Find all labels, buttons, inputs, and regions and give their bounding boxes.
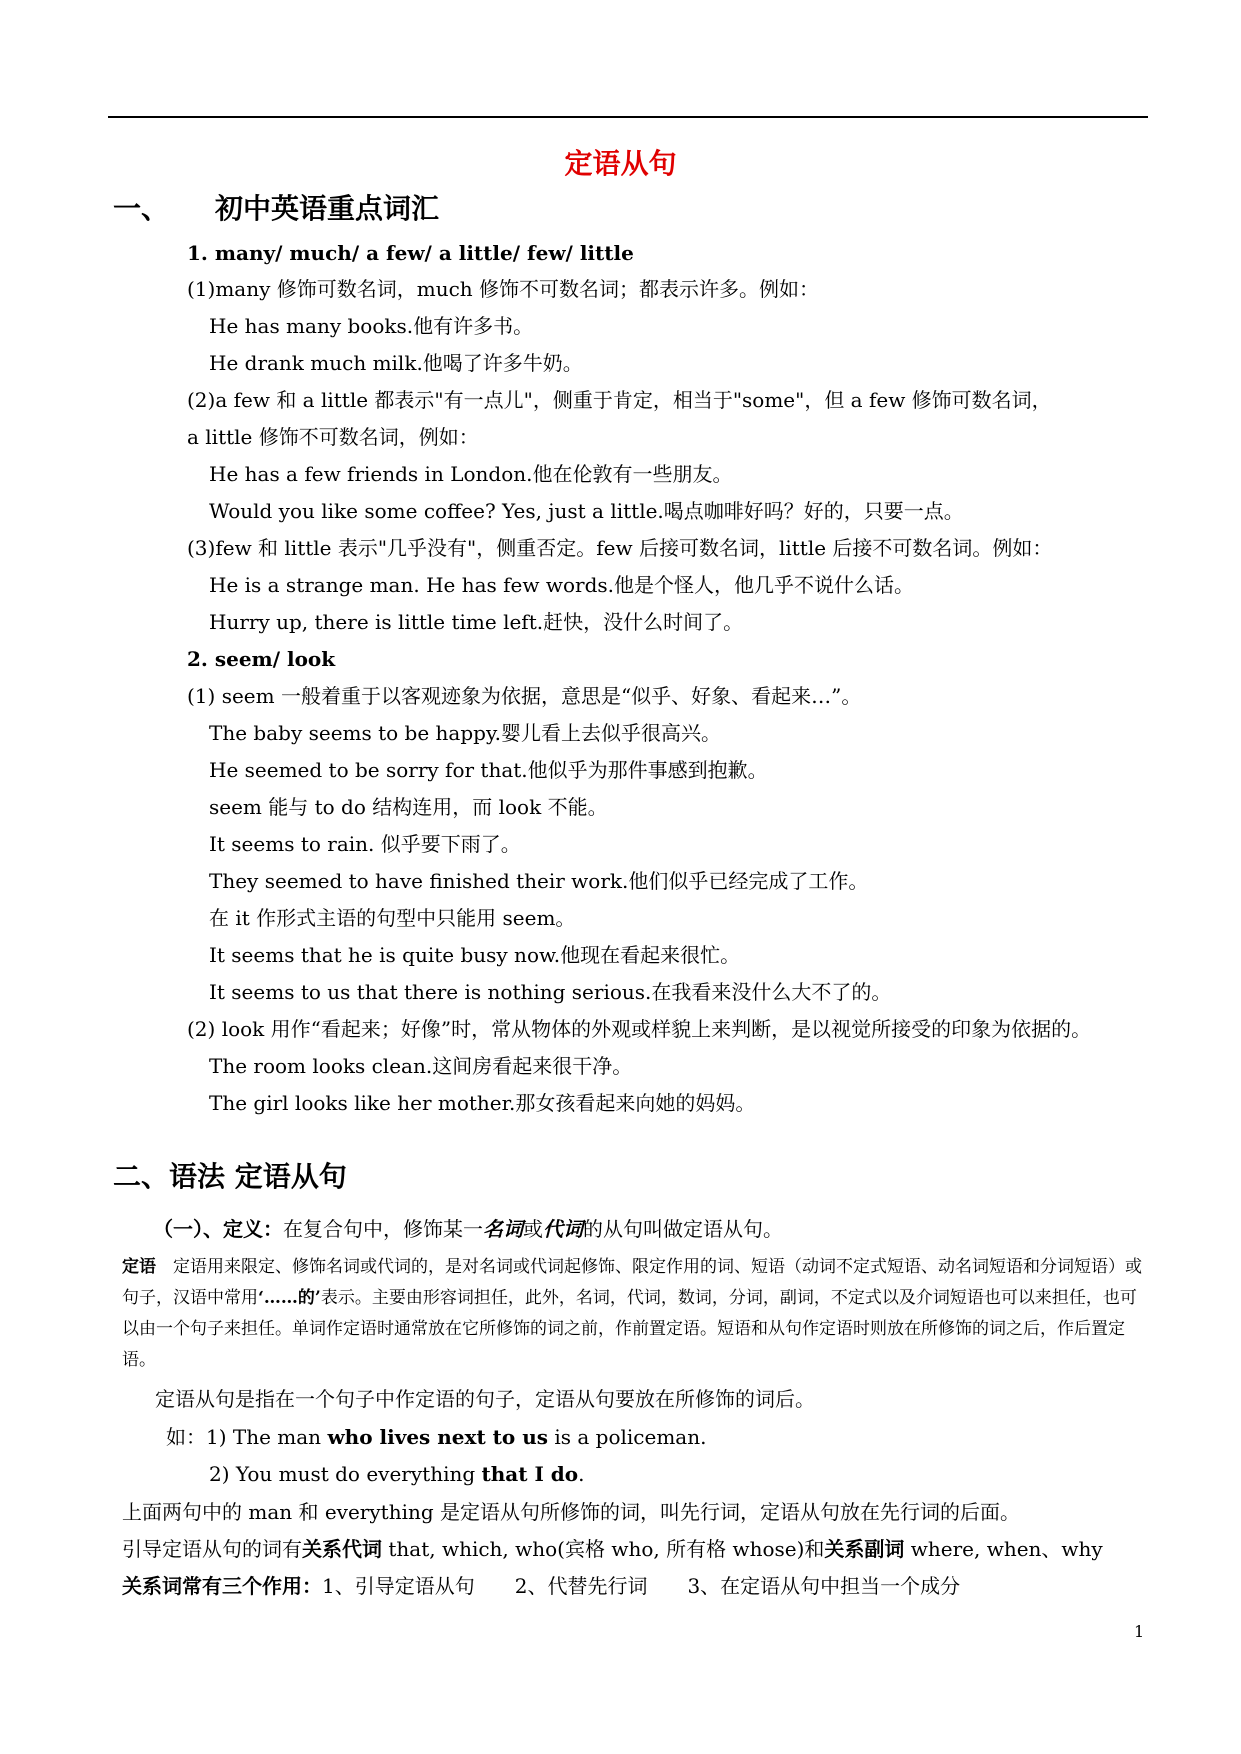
example-line: Hurry up, there is little time left.赶快，没什么时间了。 bbox=[209, 610, 744, 634]
section1-number: 一、 bbox=[113, 192, 170, 225]
functions-line bbox=[122, 1573, 960, 1599]
definition-text: 在复合句中，修饰某一 bbox=[283, 1217, 483, 1241]
definition-noun: 名词 bbox=[483, 1217, 523, 1241]
attribute-note-bold: ‘……的’ bbox=[258, 1288, 321, 1308]
example-2 bbox=[209, 1461, 584, 1487]
example-line: He drank much milk.他喝了许多牛奶。 bbox=[209, 351, 583, 375]
relative-words-line bbox=[122, 1536, 1103, 1562]
item1-line: (2)a few 和 a little 都表示"有一点儿"，侧重于肯定，相当于"some"，但 a few 修饰可数名词， bbox=[187, 388, 1052, 412]
example-line: seem 能与 to do 结构连用，而 look 不能。 bbox=[209, 795, 608, 819]
attribute-note-label: 定语 bbox=[122, 1257, 156, 1277]
definition-line bbox=[153, 1216, 783, 1242]
attribute-note-text: 定语用来限定、修饰名词或代词的，是对名词或代词起修饰、限定作用的词、短语（动词不定式短语、动名词短语和分词短语）或句子，汉语中常用 bbox=[122, 1257, 1142, 1308]
example-1-post: is a policeman. bbox=[548, 1425, 707, 1449]
relative-pronoun-label: 关系代词 bbox=[302, 1537, 382, 1561]
example-2-post: . bbox=[578, 1462, 585, 1486]
example-line: He is a strange man. He has few words.他是个怪人，他几乎不说什么话。 bbox=[209, 573, 914, 597]
header-rule bbox=[108, 116, 1148, 118]
functions-text: 1、引导定语从句 2、代替先行词 3、在定语从句中担当一个成分 bbox=[322, 1574, 961, 1598]
section1-heading bbox=[113, 192, 439, 226]
relative-mid: that, which, who(宾格 who, 所有格 whose)和 bbox=[382, 1537, 825, 1561]
item2-line: (1) seem 一般着重于以客观迹象为依据，意思是“似乎、好象、看起来…”。 bbox=[187, 684, 862, 708]
definition-text-end: 的从句叫做定语从句。 bbox=[583, 1217, 783, 1241]
attribute-note-text-end: 表示。主要由形容词担任，此外，名词，代词，数词，分词，副词，不定式以及介词短语也可以来担任，也可以由一个句子来担任。单词作定语时通常放在它所修饰的词之前，作前置定语。短语和从句作定语时则放在所修饰的词之后，作后置定语。 bbox=[122, 1288, 1137, 1370]
example-line: The girl looks like her mother.那女孩看起来向她的妈妈。 bbox=[209, 1091, 756, 1115]
page-title: 定语从句 bbox=[564, 147, 677, 180]
definition-pronoun: 代词 bbox=[543, 1217, 583, 1241]
antecedent-line: 上面两句中的 man 和 everything 是定语从句所修饰的词，叫先行词，定语从句放在先行词的后面。 bbox=[122, 1500, 1021, 1524]
section2-heading: 二、语法 定语从句 bbox=[113, 1160, 347, 1193]
relative-adverb-label: 关系副词 bbox=[824, 1537, 905, 1561]
example-line: It seems to rain. 似乎要下雨了。 bbox=[209, 832, 521, 856]
example-line: The baby seems to be happy.婴儿看上去似乎很高兴。 bbox=[209, 721, 721, 745]
example-line: The room looks clean.这间房看起来很干净。 bbox=[209, 1054, 633, 1078]
example-line: They seemed to have finished their work.他们似乎已经完成了工作。 bbox=[209, 869, 869, 893]
example-line: It seems to us that there is nothing serious.在我看来没什么大不了的。 bbox=[209, 980, 892, 1004]
item1-line: a little 修饰不可数名词，例如： bbox=[187, 425, 479, 449]
example-line: 在 it 作形式主语的句型中只能用 seem。 bbox=[209, 906, 576, 930]
relative-post: where, when、why bbox=[904, 1537, 1103, 1561]
definition-or: 或 bbox=[523, 1217, 543, 1241]
page-number: 1 bbox=[1134, 1622, 1145, 1641]
relative-pre: 引导定语从句的词有 bbox=[122, 1537, 302, 1561]
item1-line: (3)few 和 little 表示"几乎没有"，侧重否定。few 后接可数名词，little 后接不可数名词。例如： bbox=[187, 536, 1053, 560]
clause-intro: 定语从句是指在一个句子中作定语的句子，定语从句要放在所修饰的词后。 bbox=[155, 1387, 815, 1411]
example-2-clause: that I do bbox=[481, 1462, 579, 1486]
item2-heading: 2. seem/ look bbox=[187, 647, 336, 671]
example-1 bbox=[166, 1424, 706, 1450]
example-line: He has a few friends in London.他在伦敦有一些朋友。 bbox=[209, 462, 733, 486]
example-1-clause: who lives next to us bbox=[327, 1425, 548, 1449]
item1-heading: 1. many/ much/ a few/ a little/ few/ little bbox=[187, 241, 634, 265]
section1-title: 初中英语重点词汇 bbox=[215, 192, 440, 225]
example-1-pre: 如：1) The man bbox=[166, 1425, 328, 1449]
example-line: He seemed to be sorry for that.他似乎为那件事感到抱歉。 bbox=[209, 758, 768, 782]
functions-label: 关系词常有三个作用： bbox=[122, 1574, 322, 1598]
item1-line: (1)many 修饰可数名词，much 修饰不可数名词；都表示许多。例如： bbox=[187, 277, 820, 301]
attribute-note bbox=[122, 1252, 1150, 1376]
example-line: It seems that he is quite busy now.他现在看起来很忙。 bbox=[209, 943, 741, 967]
example-line: He has many books.他有许多书。 bbox=[209, 314, 534, 338]
definition-label: （一）、定义： bbox=[153, 1217, 283, 1241]
example-line: Would you like some coffee? Yes, just a little.喝点咖啡好吗？好的，只要一点。 bbox=[209, 499, 964, 523]
example-2-pre: 2) You must do everything bbox=[209, 1462, 482, 1486]
item2-line: (2) look 用作“看起来；好像”时，常从物体的外观或样貌上来判断，是以视觉所接受的印象为依据的。 bbox=[187, 1017, 1092, 1041]
